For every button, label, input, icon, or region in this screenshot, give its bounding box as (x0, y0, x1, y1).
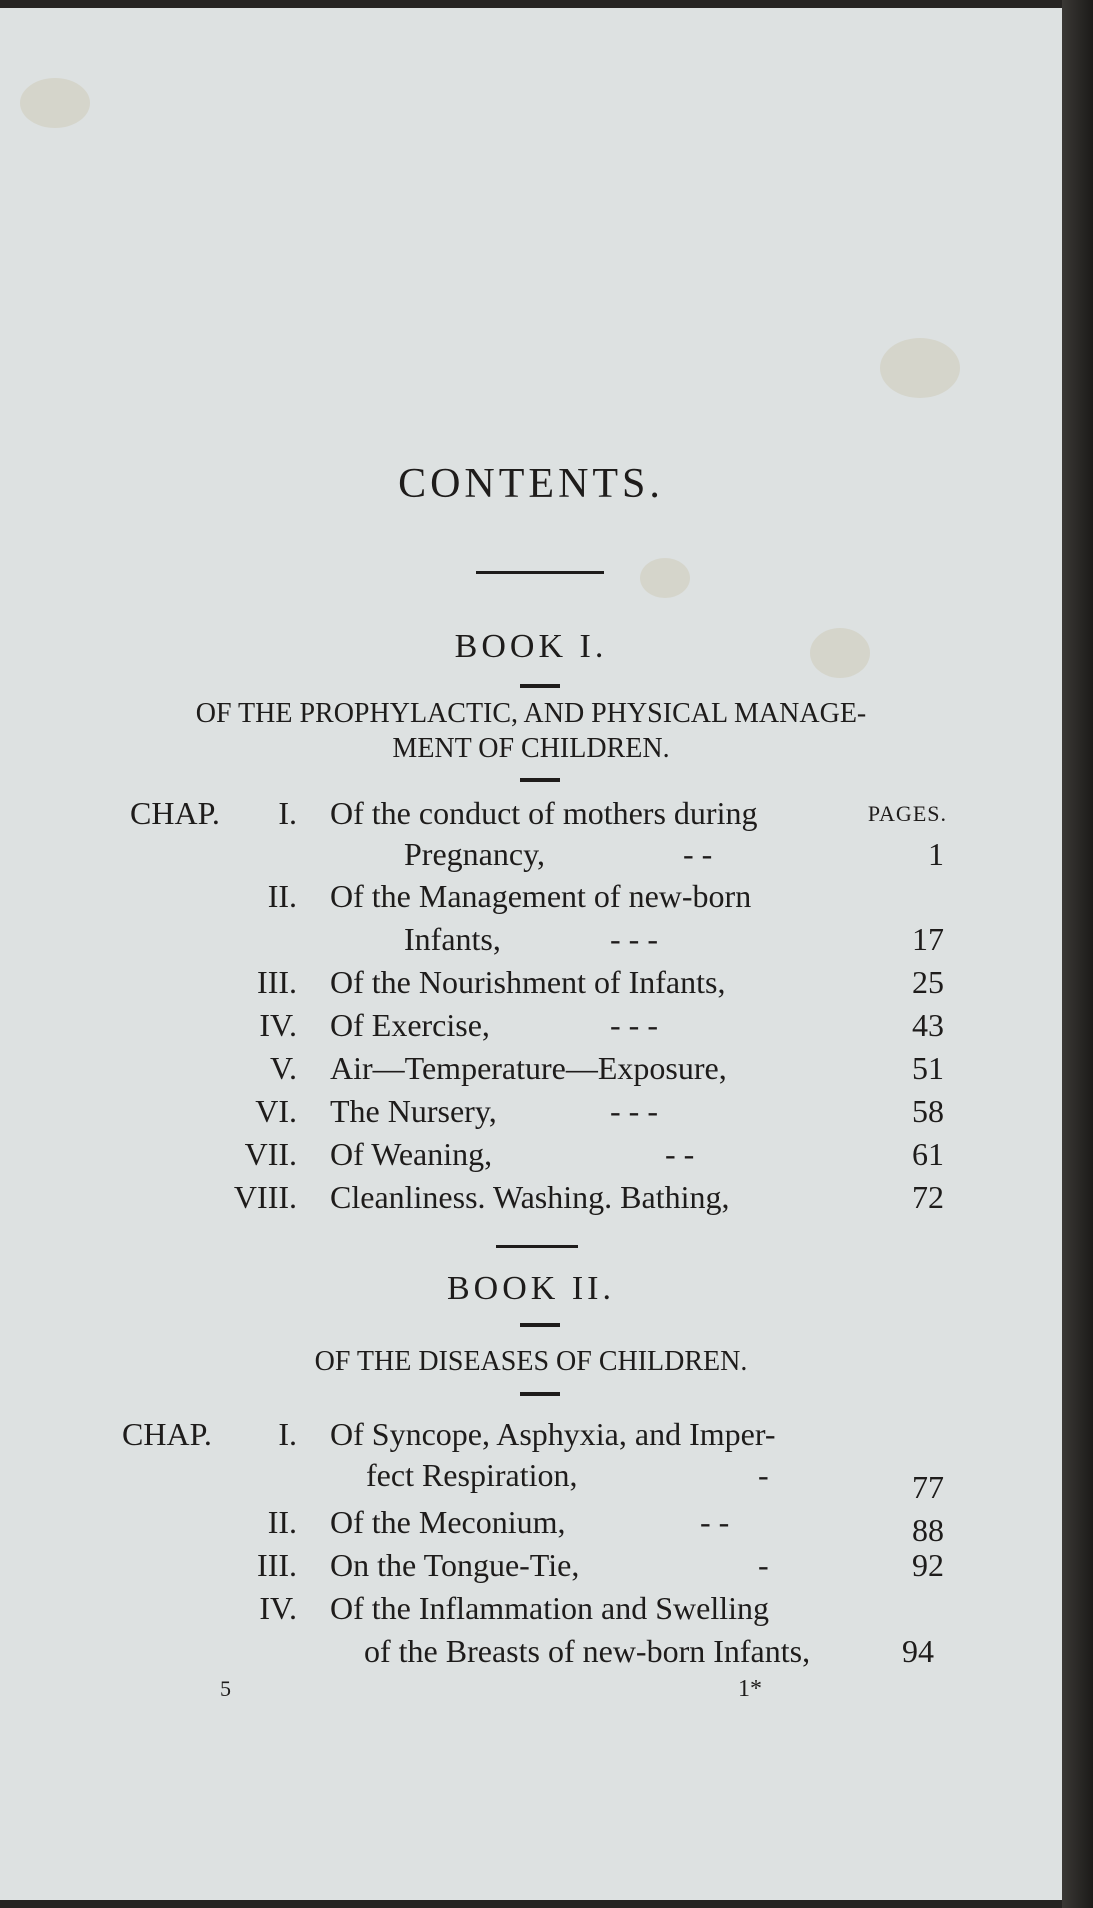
chapter-title: Air—Temperature—Exposure, (330, 1050, 727, 1086)
page-number: 88 (912, 1512, 944, 1548)
signature-number: 5 (220, 1676, 231, 1701)
chapter-title: On the Tongue-Tie, (330, 1547, 580, 1583)
chapter-title-continued: of the Breasts of new-born Infants, (364, 1633, 811, 1669)
page-number: 25 (912, 964, 944, 1000)
book2-entry-4 (0, 1590, 1062, 1634)
leader-dots: - - - (610, 921, 658, 957)
page-number: 61 (912, 1136, 944, 1172)
page-number: 1 (928, 836, 944, 872)
chapter-number: V. (270, 1050, 297, 1086)
book2-entry-3 (0, 1547, 1062, 1591)
chapter-number: IV. (259, 1007, 297, 1043)
chapter-number: IV. (259, 1590, 297, 1626)
chapter-number: I. (278, 795, 297, 831)
chapter-title-continued: Infants, (404, 921, 501, 957)
book1-subtitle-line1: OF THE PROPHYLACTIC, AND PHYSICAL MANAGE- (195, 698, 867, 729)
page-title: CONTENTS. (398, 461, 664, 507)
signature-mark: 1* (738, 1676, 762, 1702)
leader-dots: - - (700, 1504, 730, 1540)
paper-stain (880, 338, 960, 398)
leader-dots: - - (665, 1136, 695, 1172)
book1-entry-2-cont (0, 921, 1062, 965)
page-edge-shadow (1062, 0, 1093, 1908)
book1-subtitle-dash (520, 778, 560, 782)
chapter-number: II. (267, 1504, 297, 1540)
chapter-number: VII. (244, 1136, 297, 1172)
page-number: 72 (912, 1179, 944, 1215)
book1-entry-5 (0, 1050, 1062, 1094)
chapter-title: The Nursery, (330, 1093, 497, 1129)
leader-dots: - - - (610, 1007, 658, 1043)
page-number: 43 (912, 1007, 944, 1043)
chapter-number: VIII. (233, 1179, 297, 1215)
book1-entry-8 (0, 1179, 1062, 1223)
book2-subtitle-dash (520, 1392, 560, 1396)
chapter-title: Of Syncope, Asphyxia, and Imper- (330, 1416, 776, 1452)
book2-entry-2 (0, 1504, 1062, 1548)
pages-label: PAGES. (867, 801, 947, 826)
book1-entry-7 (0, 1136, 1062, 1180)
leader-dots: - (758, 1547, 769, 1583)
chapter-title: Of the Nourishment of Infants, (330, 964, 726, 1000)
page-number: 58 (912, 1093, 944, 1129)
chapter-title-continued: fect Respiration, (366, 1457, 578, 1493)
book1-dash (520, 684, 560, 688)
leader-dots: - - (683, 836, 713, 872)
chapter-title: Of the Meconium, (330, 1504, 566, 1540)
book1-entry-4 (0, 1007, 1062, 1051)
page-number: 92 (912, 1547, 944, 1583)
chap-label: CHAP. (130, 795, 220, 831)
chapter-title: Of Weaning, (330, 1136, 493, 1172)
chapter-title: Cleanliness. Washing. Bathing, (330, 1179, 730, 1215)
book2-entry-4-cont (0, 1633, 1062, 1677)
chapter-number: II. (267, 878, 297, 914)
book2-heading: BOOK II. (447, 1270, 615, 1307)
chapter-title: Of the conduct of mothers during (330, 795, 758, 831)
book-divider-rule (496, 1245, 578, 1248)
chapter-title: Of Exercise, (330, 1007, 490, 1043)
chapter-number: III. (257, 1547, 297, 1583)
book1-entry-2 (0, 878, 1062, 922)
page-number: 77 (912, 1469, 944, 1505)
chapter-title: Of the Management of new-born (330, 878, 752, 914)
chapter-number: I. (278, 1416, 297, 1452)
leader-dots: - (758, 1457, 769, 1493)
book1-entry-6 (0, 1093, 1062, 1137)
leader-dots: - - - (610, 1093, 658, 1129)
book1-entry-1-cont (0, 836, 1062, 880)
chapter-title-continued: Pregnancy, (404, 836, 545, 872)
book2-entry-1 (0, 1416, 1062, 1460)
paper-stain (640, 558, 690, 598)
page-number: 17 (912, 921, 944, 957)
chap-label: CHAP. (122, 1416, 212, 1452)
paper-stain (20, 78, 90, 128)
book2-subtitle: OF THE DISEASES OF CHILDREN. (314, 1346, 748, 1377)
chapter-number: VI. (255, 1093, 297, 1129)
page-number: 51 (912, 1050, 944, 1086)
book2-entry-1-cont (0, 1457, 1062, 1505)
chapter-title: Of the Inflammation and Swelling (330, 1590, 770, 1626)
title-rule (476, 571, 604, 574)
page-number: 94 (902, 1633, 934, 1669)
chapter-number: III. (257, 964, 297, 1000)
book1-entry-1 (0, 795, 1062, 839)
book1-heading: BOOK I. (454, 628, 608, 665)
book-page (0, 8, 1062, 1900)
book2-dash (520, 1323, 560, 1327)
book1-subtitle-line2: MENT OF CHILDREN. (392, 733, 670, 764)
book1-entry-3 (0, 964, 1062, 1008)
